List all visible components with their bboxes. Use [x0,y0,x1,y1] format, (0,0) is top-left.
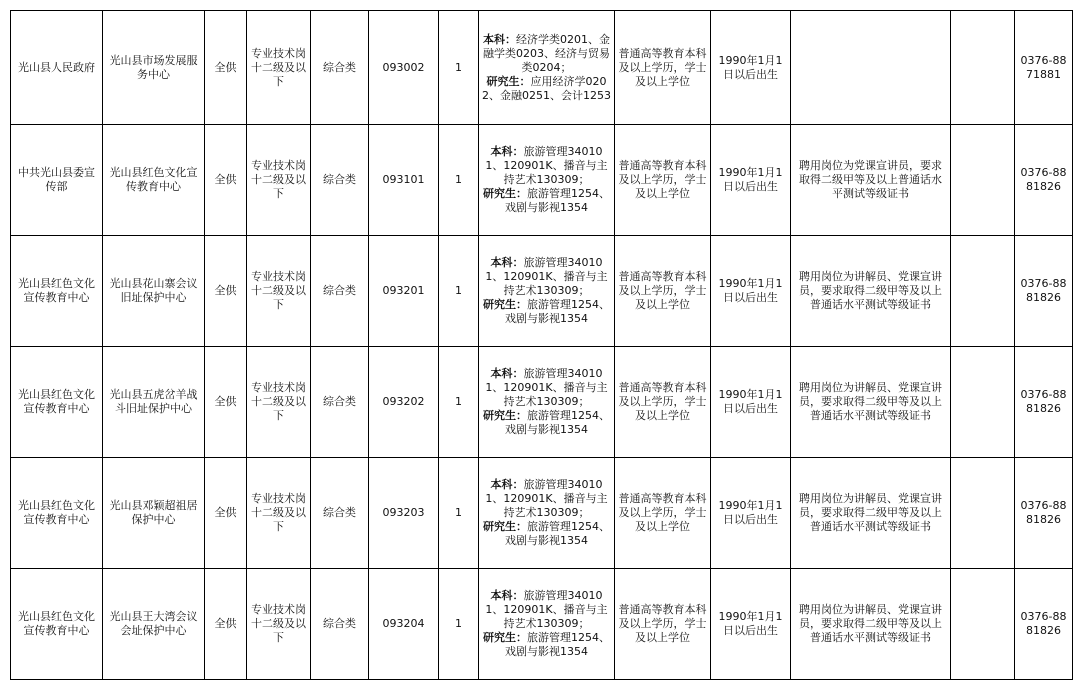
other-cell: 聘用岗位为党课宣讲员，要求取得二级甲等及以上普通话水平测试等级证书 [791,125,951,236]
major-cell [479,125,615,236]
age-cell: 1990年1月1日以后出生 [711,458,791,569]
major-yjs: 旅游管理1254、戏剧与影视1354 [505,631,610,658]
other-cell [791,11,951,125]
recruitment-table-sheet [10,10,1072,670]
education-cell: 普通高等教育本科及以上学历，学士及以上学位 [615,569,711,680]
funding-cell: 全供 [205,236,247,347]
major-yjs: 旅游管理1254、戏剧与影视1354 [505,520,610,547]
funding-cell: 全供 [205,347,247,458]
code-cell: 093204 [369,569,439,680]
count-cell: 1 [439,458,479,569]
age-cell: 1990年1月1日以后出生 [711,236,791,347]
table-row [11,11,1073,125]
dept-cell: 光山县红色文化宣传教育中心 [11,236,103,347]
unit-cell: 光山县邓颖超祖居保护中心 [103,458,205,569]
phone-cell: 0376-8881826 [1015,458,1073,569]
dept-cell: 光山县人民政府 [11,11,103,125]
category-cell: 综合类 [311,347,369,458]
post-level-cell: 专业技术岗十二级及以下 [247,11,311,125]
major-yjs-label: 研究生： [483,187,527,200]
table-row [11,236,1073,347]
major-cell [479,236,615,347]
unit-cell: 光山县市场发展服务中心 [103,11,205,125]
major-bk-label: 本科： [490,589,524,602]
unit-cell: 光山县五虎岔羊战斗旧址保护中心 [103,347,205,458]
table-row [11,458,1073,569]
major-cell [479,11,615,125]
phone-cell: 0376-8871881 [1015,11,1073,125]
major-yjs-label: 研究生： [483,298,527,311]
funding-cell: 全供 [205,458,247,569]
count-cell: 1 [439,11,479,125]
blank-cell [951,347,1015,458]
major-yjs-label: 研究生： [483,520,527,533]
category-cell: 综合类 [311,11,369,125]
major-bk-label: 本科： [490,367,524,380]
funding-cell: 全供 [205,569,247,680]
other-cell: 聘用岗位为讲解员、党课宣讲员，要求取得二级甲等及以上普通话水平测试等级证书 [791,236,951,347]
major-cell [479,458,615,569]
age-cell: 1990年1月1日以后出生 [711,569,791,680]
major-yjs: 旅游管理1254、戏剧与影视1354 [505,298,610,325]
major-bk-label: 本科： [490,145,524,158]
count-cell: 1 [439,347,479,458]
major-yjs: 应用经济学0202、金融0251、会计1253 [482,74,611,102]
funding-cell: 全供 [205,11,247,125]
post-level-cell: 专业技术岗十二级及以下 [247,569,311,680]
major-bk-label: 本科： [490,256,524,269]
code-cell: 093202 [369,347,439,458]
unit-cell: 光山县花山寨会议旧址保护中心 [103,236,205,347]
other-cell: 聘用岗位为讲解员、党课宣讲员，要求取得二级甲等及以上普通话水平测试等级证书 [791,569,951,680]
table-row [11,347,1073,458]
education-cell: 普通高等教育本科及以上学历，学士及以上学位 [615,347,711,458]
code-cell: 093201 [369,236,439,347]
unit-cell: 光山县红色文化宣传教育中心 [103,125,205,236]
phone-cell: 0376-8881826 [1015,347,1073,458]
category-cell: 综合类 [311,569,369,680]
major-bk: 旅游管理340101、120901K、播音与主持艺术130309； [485,478,608,519]
major-yjs-label: 研究生： [483,631,527,644]
dept-cell: 光山县红色文化宣传教育中心 [11,347,103,458]
dept-cell: 中共光山县委宣传部 [11,125,103,236]
major-bk: 经济学类0201、金融学类0203、经济与贸易类0204； [483,32,610,74]
count-cell: 1 [439,125,479,236]
category-cell: 综合类 [311,125,369,236]
dept-cell: 光山县红色文化宣传教育中心 [11,569,103,680]
blank-cell [951,11,1015,125]
post-level-cell: 专业技术岗十二级及以下 [247,347,311,458]
education-cell: 普通高等教育本科及以上学历，学士及以上学位 [615,11,711,125]
recruitment-table [10,10,1073,680]
education-cell: 普通高等教育本科及以上学历，学士及以上学位 [615,458,711,569]
post-level-cell: 专业技术岗十二级及以下 [247,236,311,347]
age-cell: 1990年1月1日以后出生 [711,347,791,458]
table-row [11,125,1073,236]
funding-cell: 全供 [205,125,247,236]
major-bk: 旅游管理340101、120901K、播音与主持艺术130309； [485,367,608,408]
blank-cell [951,569,1015,680]
other-cell: 聘用岗位为讲解员、党课宣讲员，要求取得二级甲等及以上普通话水平测试等级证书 [791,458,951,569]
phone-cell: 0376-8881826 [1015,125,1073,236]
dept-cell: 光山县红色文化宣传教育中心 [11,458,103,569]
education-cell: 普通高等教育本科及以上学历，学士及以上学位 [615,236,711,347]
post-level-cell: 专业技术岗十二级及以下 [247,458,311,569]
phone-cell: 0376-8881826 [1015,569,1073,680]
post-level-cell: 专业技术岗十二级及以下 [247,125,311,236]
blank-cell [951,236,1015,347]
education-cell: 普通高等教育本科及以上学历，学士及以上学位 [615,125,711,236]
blank-cell [951,458,1015,569]
count-cell: 1 [439,569,479,680]
unit-cell: 光山县王大湾会议会址保护中心 [103,569,205,680]
major-yjs: 旅游管理1254、戏剧与影视1354 [505,409,610,436]
category-cell: 综合类 [311,458,369,569]
category-cell: 综合类 [311,236,369,347]
other-cell: 聘用岗位为讲解员、党课宣讲员，要求取得二级甲等及以上普通话水平测试等级证书 [791,347,951,458]
major-bk: 旅游管理340101、120901K、播音与主持艺术130309； [485,145,608,186]
code-cell: 093002 [369,11,439,125]
major-cell [479,569,615,680]
phone-cell: 0376-8881826 [1015,236,1073,347]
major-bk-label: 本科： [483,32,516,46]
major-bk-label: 本科： [490,478,524,491]
major-bk: 旅游管理340101、120901K、播音与主持艺术130309； [485,589,608,630]
age-cell: 1990年1月1日以后出生 [711,11,791,125]
major-yjs-label: 研究生： [483,409,527,422]
major-bk: 旅游管理340101、120901K、播音与主持艺术130309； [485,256,608,297]
age-cell: 1990年1月1日以后出生 [711,125,791,236]
blank-cell [951,125,1015,236]
table-row [11,569,1073,680]
count-cell: 1 [439,236,479,347]
major-yjs: 旅游管理1254、戏剧与影视1354 [505,187,610,214]
code-cell: 093101 [369,125,439,236]
major-cell [479,347,615,458]
major-yjs-label: 研究生： [486,74,531,88]
code-cell: 093203 [369,458,439,569]
